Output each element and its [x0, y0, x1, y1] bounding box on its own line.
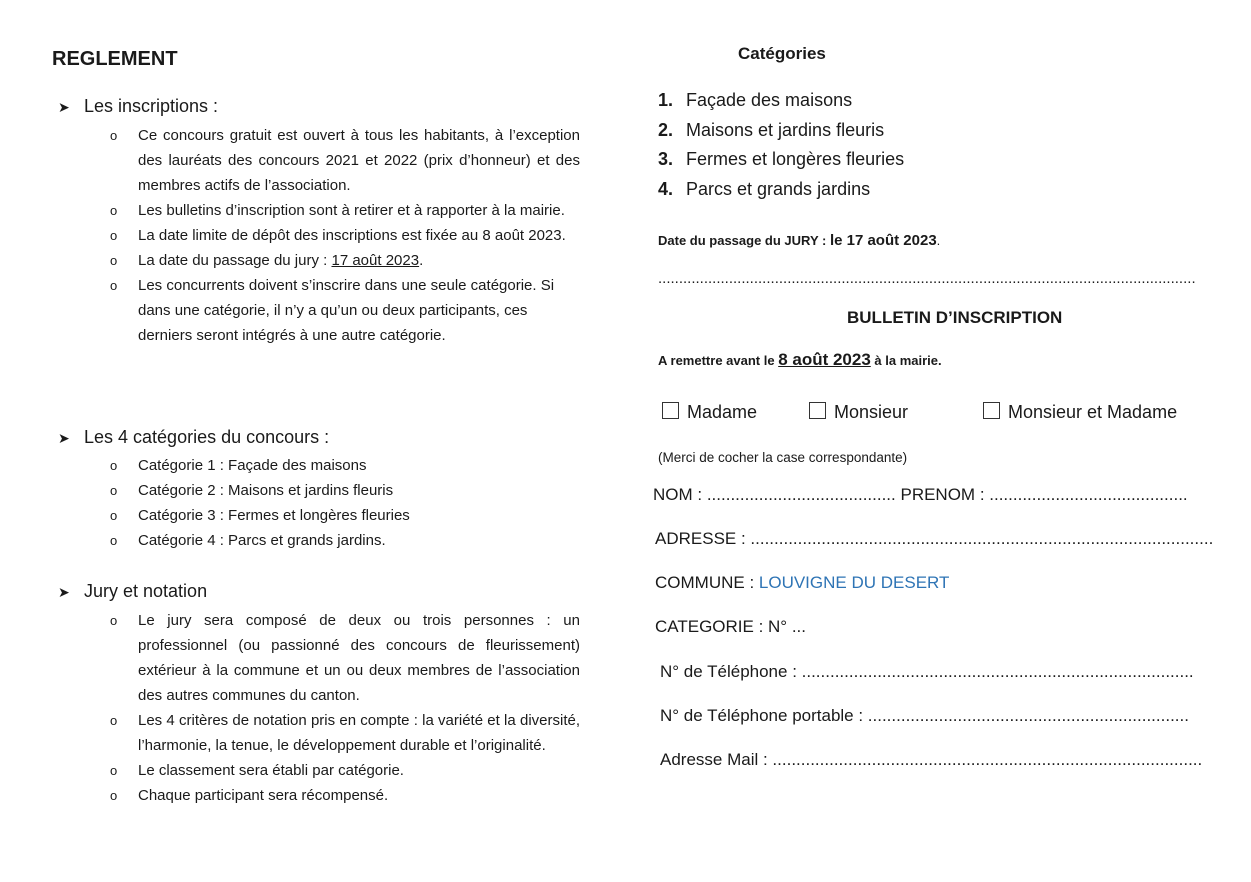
nom-prenom-field[interactable]: NOM : ........................................ PRENOM : ..........................................	[653, 485, 1188, 504]
checkbox-monsieur[interactable]: Monsieur	[809, 402, 908, 423]
jury-date: 17 août 2023	[331, 252, 420, 269]
list-item: o Le classement sera établi par catégorie.	[110, 758, 580, 783]
circle-bullet-icon: o	[110, 128, 118, 143]
list-item: o La date limite de dépôt des inscriptions est fixée au 8 août 2023.	[110, 223, 580, 248]
categorie-field[interactable]: CATEGORIE : N° ...	[655, 617, 806, 636]
list-inscriptions	[110, 123, 580, 348]
telephone-field[interactable]: N° de Téléphone : ...................................................................................	[660, 662, 1194, 681]
checkbox-madame[interactable]: Madame	[662, 402, 757, 423]
list-item: o Les 4 critères de notation pris en compte : la variété et la diversité, l’harmonie, la tenue, le développement durable et l’originalité.	[110, 708, 580, 758]
mail-field[interactable]: Adresse Mail : ...........................................................................................	[660, 750, 1203, 769]
commune-field: COMMUNE : LOUVIGNE DU DESERT	[655, 573, 950, 592]
circle-bullet-icon: o	[110, 533, 118, 548]
portable-field[interactable]: N° de Téléphone portable : ....................................................................	[660, 706, 1189, 725]
checkbox-hint: (Merci de cocher la case correspondante)	[658, 450, 908, 465]
commune-value: LOUVIGNE DU DESERT	[758, 573, 950, 592]
circle-bullet-icon: o	[110, 508, 118, 523]
list-item: o Les concurrents doivent s’inscrire dans une seule catégorie. Si dans une catégorie, il n’y a qu’un ou deux participants, ces derniers seront intégrés à une autre catégorie.	[110, 273, 580, 348]
arrow-bullet-icon: ➤	[58, 584, 70, 600]
section-heading-categories: ➤ Les 4 catégories du concours :	[58, 427, 330, 447]
list-item: 3. Fermes et longères fleuries	[658, 149, 905, 169]
list-jury	[110, 608, 580, 808]
list-categories	[110, 453, 580, 553]
arrow-bullet-icon: ➤	[58, 99, 70, 115]
circle-bullet-icon: o	[110, 788, 118, 803]
section-heading-jury: ➤ Jury et notation	[58, 581, 208, 601]
list-item: 1. Façade des maisons	[658, 90, 853, 110]
reglement-title: REGLEMENT	[52, 48, 178, 70]
list-item: o Catégorie 4 : Parcs et grands jardins.	[110, 528, 580, 553]
circle-bullet-icon: o	[110, 228, 118, 243]
circle-bullet-icon: o	[110, 763, 118, 778]
checkbox-icon[interactable]	[662, 402, 679, 419]
list-item: o Catégorie 3 : Fermes et longères fleuries	[110, 503, 580, 528]
list-item: o Catégorie 1 : Façade des maisons	[110, 453, 580, 478]
separator-line: .................................................................................................................................	[658, 270, 1196, 287]
list-item: o Ce concours gratuit est ouvert à tous les habitants, à l’exception des lauréats des concours 2021 et 2022 (prix d’honneur) et des membres actifs de l’association.	[110, 123, 580, 198]
checkbox-icon[interactable]	[809, 402, 826, 419]
circle-bullet-icon: o	[110, 713, 118, 728]
list-item: 2. Maisons et jardins fleuris	[658, 119, 885, 140]
list-item: o Les bulletins d’inscription sont à retirer et à rapporter à la mairie.	[110, 198, 580, 223]
list-item: o Catégorie 2 : Maisons et jardins fleuris	[110, 478, 580, 503]
circle-bullet-icon: o	[110, 613, 118, 628]
circle-bullet-icon: o	[110, 253, 118, 268]
jury-passage-date: Date du passage du JURY : le 17 août 2023.	[658, 232, 941, 249]
circle-bullet-icon: o	[110, 483, 118, 498]
checkbox-icon[interactable]	[983, 402, 1000, 419]
section-heading-inscriptions: ➤ Les inscriptions :	[58, 96, 219, 116]
categories-list	[658, 86, 904, 204]
categories-title: Catégories	[738, 44, 826, 63]
list-item: o La date du passage du jury : 17 août 2023.	[110, 248, 580, 273]
deadline-note: A remettre avant le 8 août 2023 à la mairie.	[658, 350, 942, 369]
list-item: o Chaque participant sera récompensé.	[110, 783, 580, 808]
adresse-field[interactable]: ADRESSE : ..................................................................................................	[655, 529, 1214, 548]
circle-bullet-icon: o	[110, 458, 118, 473]
arrow-bullet-icon: ➤	[58, 430, 70, 446]
circle-bullet-icon: o	[110, 203, 118, 218]
bulletin-title: BULLETIN D’INSCRIPTION	[847, 308, 1063, 327]
list-item: 4. Parcs et grands jardins	[658, 178, 871, 199]
circle-bullet-icon: o	[110, 278, 118, 293]
checkbox-monsieur-et-madame[interactable]: Monsieur et Madame	[983, 402, 1177, 423]
list-item: o Le jury sera composé de deux ou trois personnes : un professionnel (ou passionné des concours de fleurissement) extérieur à la commune et un ou deux membres de l’association des autres communes du canton.	[110, 608, 580, 708]
